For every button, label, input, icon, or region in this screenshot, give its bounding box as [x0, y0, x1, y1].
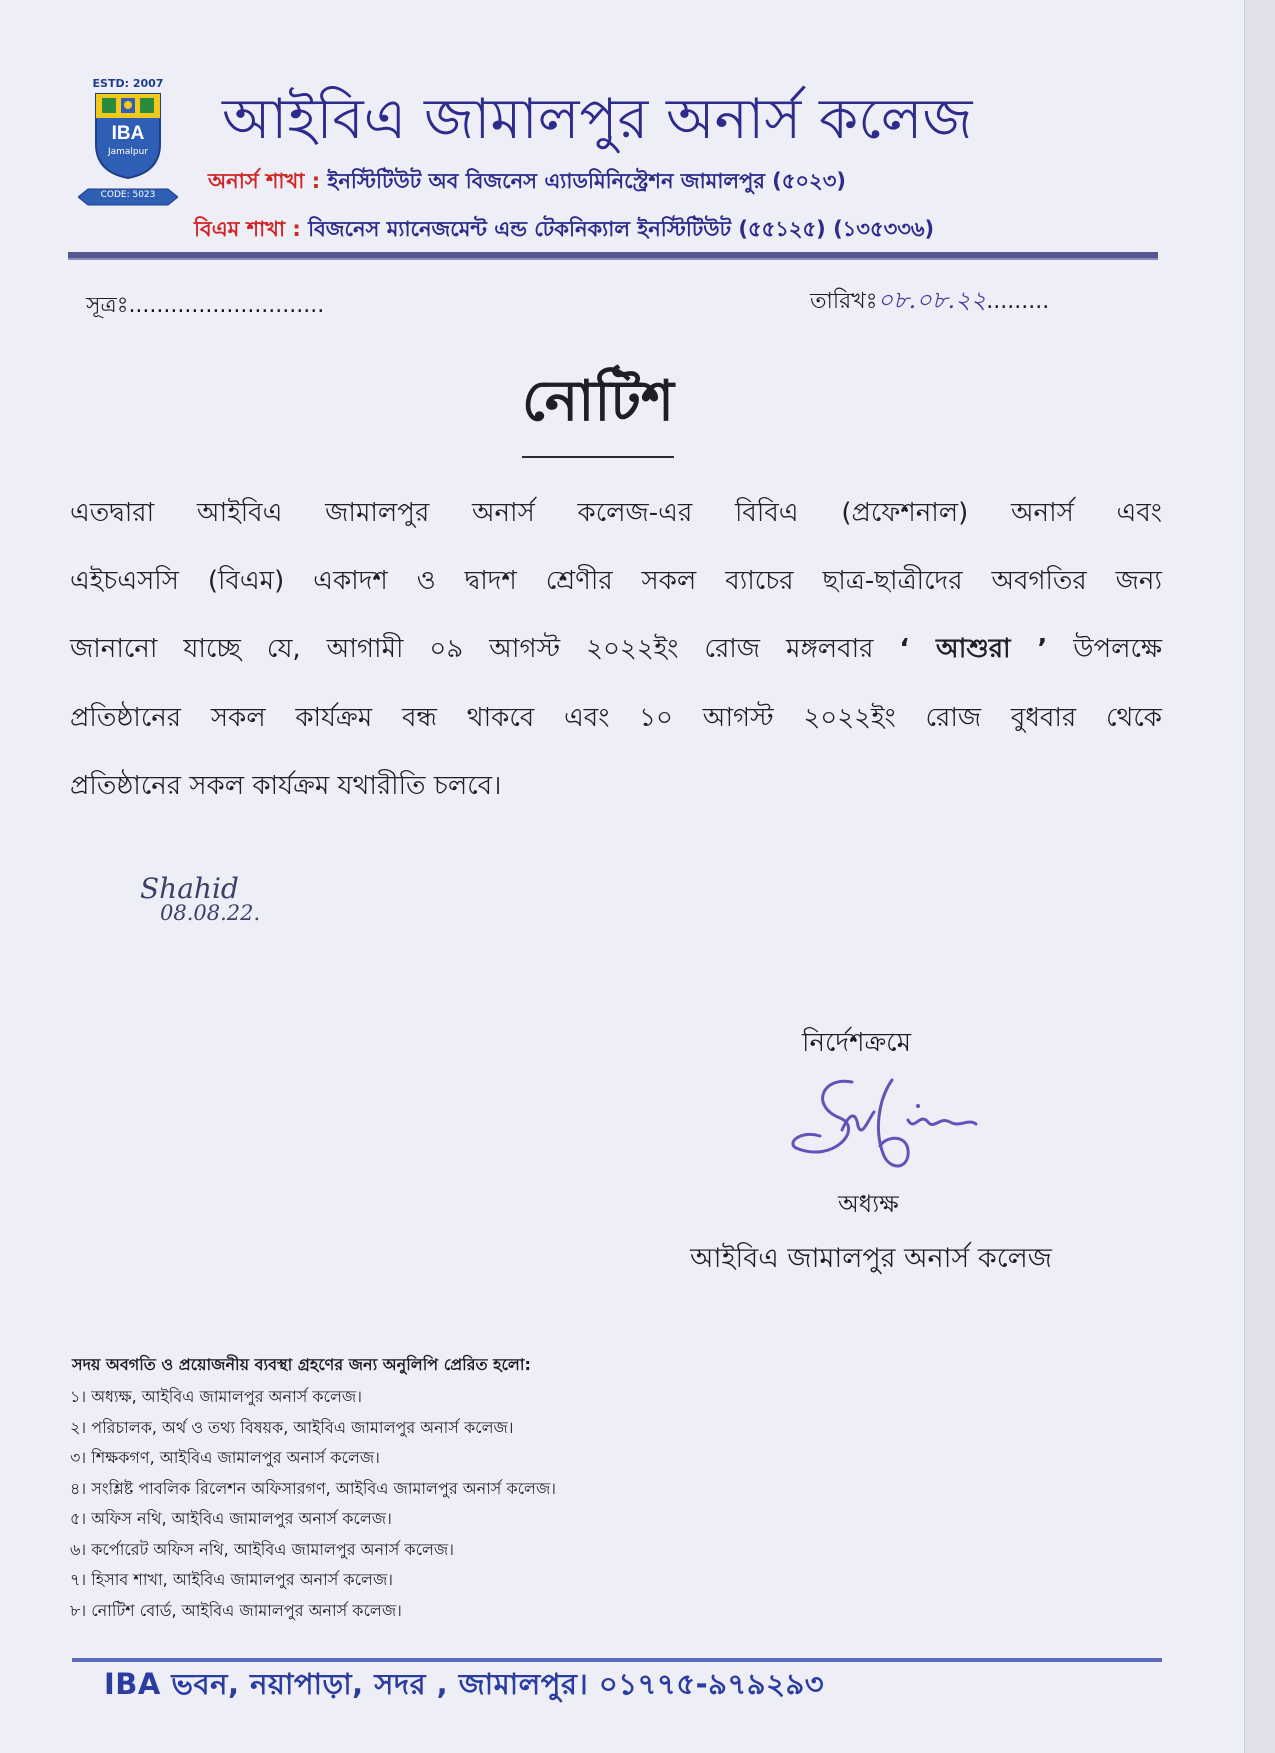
principal-college: আইবিএ জামালপুর অনার্স কলেজ [690, 1243, 1052, 1274]
reference-value: ............................ [128, 293, 325, 318]
logo-estd: ESTD: 2007 [92, 77, 164, 90]
cc-list-item: ৮। নোটিশ বোর্ড, আইবিএ জামালপুর অনার্স কলেজ। [70, 1600, 402, 1620]
footer-address: IBA ভবন, নয়াপাড়া, সদর , জামালপুর। ০১৭৭৫-৯৭৯২৯৩ [104, 1667, 825, 1701]
notice-line-5: প্রতিষ্ঠানের সকল কার্যক্রম যথারীতি চলবে। [70, 771, 502, 801]
notice-line-3-tail: উপলক্ষে [1073, 634, 1163, 664]
scan-edge [1244, 0, 1275, 1753]
logo-code: CODE: 5023 [100, 190, 156, 200]
bm-branch-line [194, 213, 934, 248]
honours-branch-text: ইনস্টিটিউট অব বিজনেস এ্যাডমিনিস্ট্রেশন জামালপুর (৫০২৩) [327, 169, 846, 193]
bm-branch-text: বিজনেস ম্যানেজমেন্ট এন্ড টেকনিক্যাল ইনস্টিটিউট (৫৫১২৫) (১৩৫৩৩৬) [308, 217, 935, 241]
principal-title: অধ্যক্ষ [838, 1190, 899, 1218]
principal-signature [782, 1060, 982, 1180]
notice-line-4: প্রতিষ্ঠানের সকল কার্যক্রম বন্ধ থাকবে এবং ১০ আগস্ট ২০২২ইং রোজ বুধবার থেকে [70, 703, 1162, 733]
initials-date: 08.08.22. [160, 901, 261, 925]
cc-list-item: ৬। কর্পোরেট অফিস নথি, আইবিএ জামালপুর অনার্স কলেজ। [70, 1539, 454, 1559]
by-order-text: নির্দেশক্রমে [802, 1028, 912, 1058]
notice-line-1: এতদ্বারা আইবিএ জামালপুর অনার্স কলেজ-এর বিবিএ (প্রফেশনাল) অনার্স এবং [70, 498, 1162, 528]
initials-name: Shahid [140, 872, 239, 905]
reference-label: সূত্রঃ [86, 293, 129, 318]
notice-title: নোটিশ [522, 358, 674, 458]
notice-line-3-text: জানানো যাচ্ছে যে, আগামী ০৯ আগস্ট ২০২২ইং রোজ মঙ্গলবার [70, 634, 874, 664]
cc-list-item: ১। অধ্যক্ষ, আইবিএ জামালপুর অনার্স কলেজ। [70, 1387, 362, 1406]
reference-field [86, 288, 324, 325]
handwritten-initials [140, 872, 260, 925]
date-label: তারিখঃ [810, 289, 878, 314]
honours-branch-label: অনার্স শাখা : [208, 169, 321, 193]
cc-list-item: ৫। অফিস নথি, আইবিএ জামালপুর অনার্স কলেজ। [70, 1509, 392, 1528]
notice-line-3 [70, 628, 1162, 672]
notice-highlight-ashura: ‘ আশুরা ’ [899, 634, 1048, 664]
cc-list-item: ২। পরিচালক, অর্থ ও তথ্য বিষয়ক, আইবিএ জামালপুর অনার্স কলেজ। [70, 1417, 514, 1437]
date-value: ০৮.০৮.২২ [877, 286, 987, 314]
cc-heading: সদয় অবগতি ও প্রয়োজনীয় ব্যবস্থা গ্রহণের জন্য অনুলিপি প্রেরিত হলো: [72, 1355, 531, 1374]
cc-list-item: ৪। সংশ্লিষ্ট পাবলিক রিলেশন অফিসারগণ, আইবিএ জামালপুর অনার্স কলেজ। [70, 1478, 556, 1498]
cc-list [70, 1382, 556, 1626]
bm-branch-label: বিএম শাখা : [194, 217, 301, 241]
date-dots: ......... [986, 289, 1050, 314]
logo-city-text: Jamalpur [107, 147, 149, 157]
honours-branch-line [208, 165, 846, 200]
logo-iba-text: IBA [111, 123, 145, 144]
cc-list-item: ৩। শিক্ষকগণ, আইবিএ জামালপুর অনার্স কলেজ। [70, 1448, 380, 1467]
college-logo [78, 75, 178, 215]
header-divider [68, 252, 1158, 260]
date-field [810, 282, 1049, 322]
college-name-heading: আইবিএ জামালপুর অনার্স কলেজ [222, 87, 973, 152]
cc-list-item: ৭। হিসাব শাখা, আইবিএ জামালপুর অনার্স কলেজ। [70, 1570, 393, 1589]
notice-line-2: এইচএসসি (বিএম) একাদশ ও দ্বাদশ শ্রেণীর সকল ব্যাচের ছাত্র-ছাত্রীদের অবগতির জন্য [70, 566, 1162, 596]
